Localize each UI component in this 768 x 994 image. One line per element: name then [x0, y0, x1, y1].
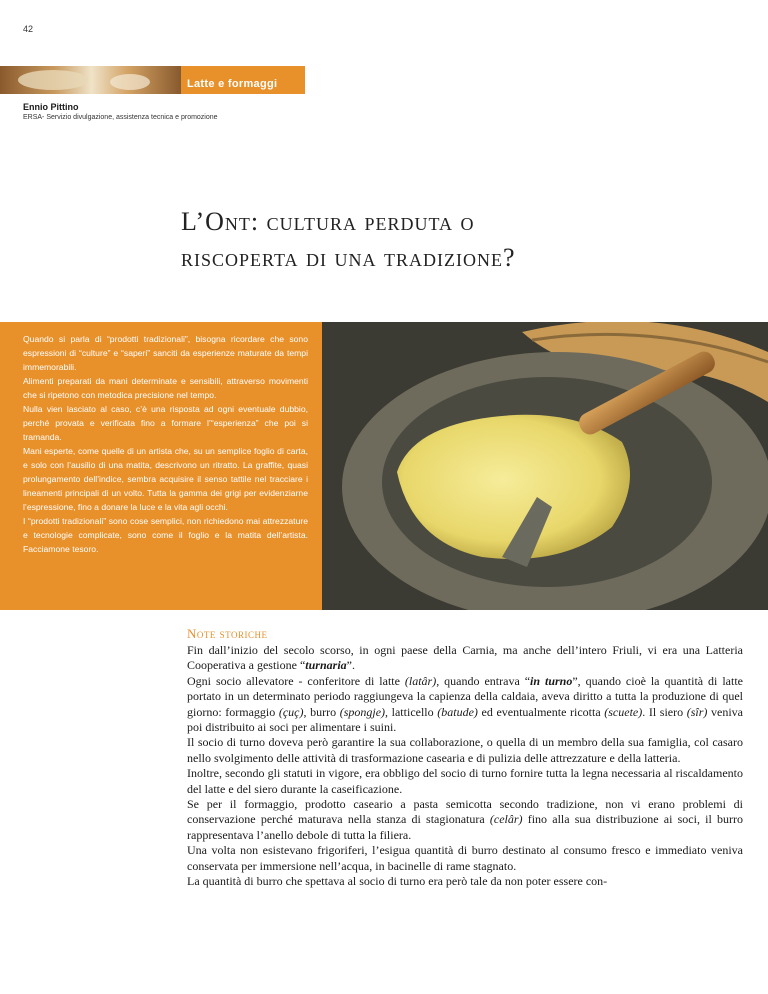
body-paragraph: La quantità di burro che spettava al socio di turno era però tale da non poter essere con- [187, 874, 608, 889]
page-number: 42 [23, 24, 34, 34]
article-title [181, 204, 701, 276]
intro-paragraph: Mani esperte, come quelle di un artista che, su un semplice foglio di carta, e solo con l’ausilio di una matita, descrivono un ritratto. La graffite, quasi prolungamento dell’indice, sembra acquisire il senso tattile nel tracciare i lineamenti principali di un volto. Tutta la gamma dei grigi per evidenziarne l’espressione, fino a donare la luce e la vita agli occhi. [23, 446, 308, 512]
term-turnaria: turnaria [305, 658, 347, 673]
intro-box [0, 322, 322, 610]
intro-paragraph: Quando si parla di “prodotti tradizionali”, bisogna ricordare che sono espressioni di “culture” e “saperi” sanciti da esperienze maturate da tempi immemorabili. [23, 334, 308, 372]
section-label: Latte e formaggi [181, 66, 305, 94]
body-paragraph: Il socio di turno doveva però garantire la sua collaborazione, o quella di un membro della sua famiglia, col casaro nello svolgimento delle attività di trasformazione casearia e di pulizia delle attrezzature e della latteria. [187, 735, 743, 765]
body-paragraph: Se per il formaggio, prodotto caseario a pasta semicotta secondo tradizione, non vi erano problemi di conservazione perché maturava nella stanza di stagionatura (celâr) fino alla sua distribuzione ai soci, il burro rappresentava l’anello debole di tutta la filiera. [187, 797, 744, 842]
body-paragraph: Una volta non esistevano frigoriferi, l’esigua quantità di burro destinato al consumo fresco e immediato veniva conservata per immersione nell’acqua, in bacinelle di rame stagnato. [187, 843, 743, 873]
intro-paragraph: Nulla vien lasciato al caso, c’è una risposta ad ogni eventuale dubbio, perché provata e verificata fino a formare l’“esperienza” che poi si tramanda. [23, 404, 308, 442]
intro-paragraph: Alimenti preparati da mani determinate e sensibili, attraverso movimenti che si ripetono con metodica precisione nel tempo. [23, 376, 308, 400]
butter-mortar-photo [322, 322, 768, 610]
section-heading-historical-notes: Note storiche [187, 626, 268, 641]
body-paragraph: Inoltre, secondo gli statuti in vigore, era obbligo del socio di turno fornire tutta la legna necessaria al riscaldamento del latte e del siero durante la caseificazione. [187, 766, 743, 796]
body-paragraph: Fin dall’inizio del secolo scorso, in ogni paese della Carnia, ma anche dell’intero Friuli, vi era una Latteria Cooperativa a gestione “turnaria”. [187, 643, 743, 673]
author-affiliation: ERSA- Servizio divulgazione, assistenza tecnica e promozione [23, 114, 218, 121]
term-in-turno: in turno [530, 673, 573, 688]
title-line-1: L’Ont: cultura perduta o [181, 207, 475, 236]
intro-paragraph: I “prodotti tradizionali” sono cose semplici, non richiedono mai attrezzature e tecnologie complicate, sono come il foglio e la matita dell’artista. Facciamone tesoro. [23, 516, 308, 554]
article-body [187, 643, 743, 890]
body-paragraph: Ogni socio allevatore - conferitore di latte (latâr), quando entrava “in turno”, quando cioè la quantità di latte portato in un determinato periodo raggiungeva la capienza della caldaia, aveva diritto a tutta la produzione di quel giorno: formaggio (çuç), burro (spongje), latticello (batude) ed eventualmente ricotta (scuete). Il siero (sîr) veniva poi distribuito ai soci per alimentare i suini. [187, 673, 743, 735]
author-name: Ennio Pittino [23, 102, 79, 112]
title-line-2: riscoperta di una tradizione? [181, 243, 516, 272]
